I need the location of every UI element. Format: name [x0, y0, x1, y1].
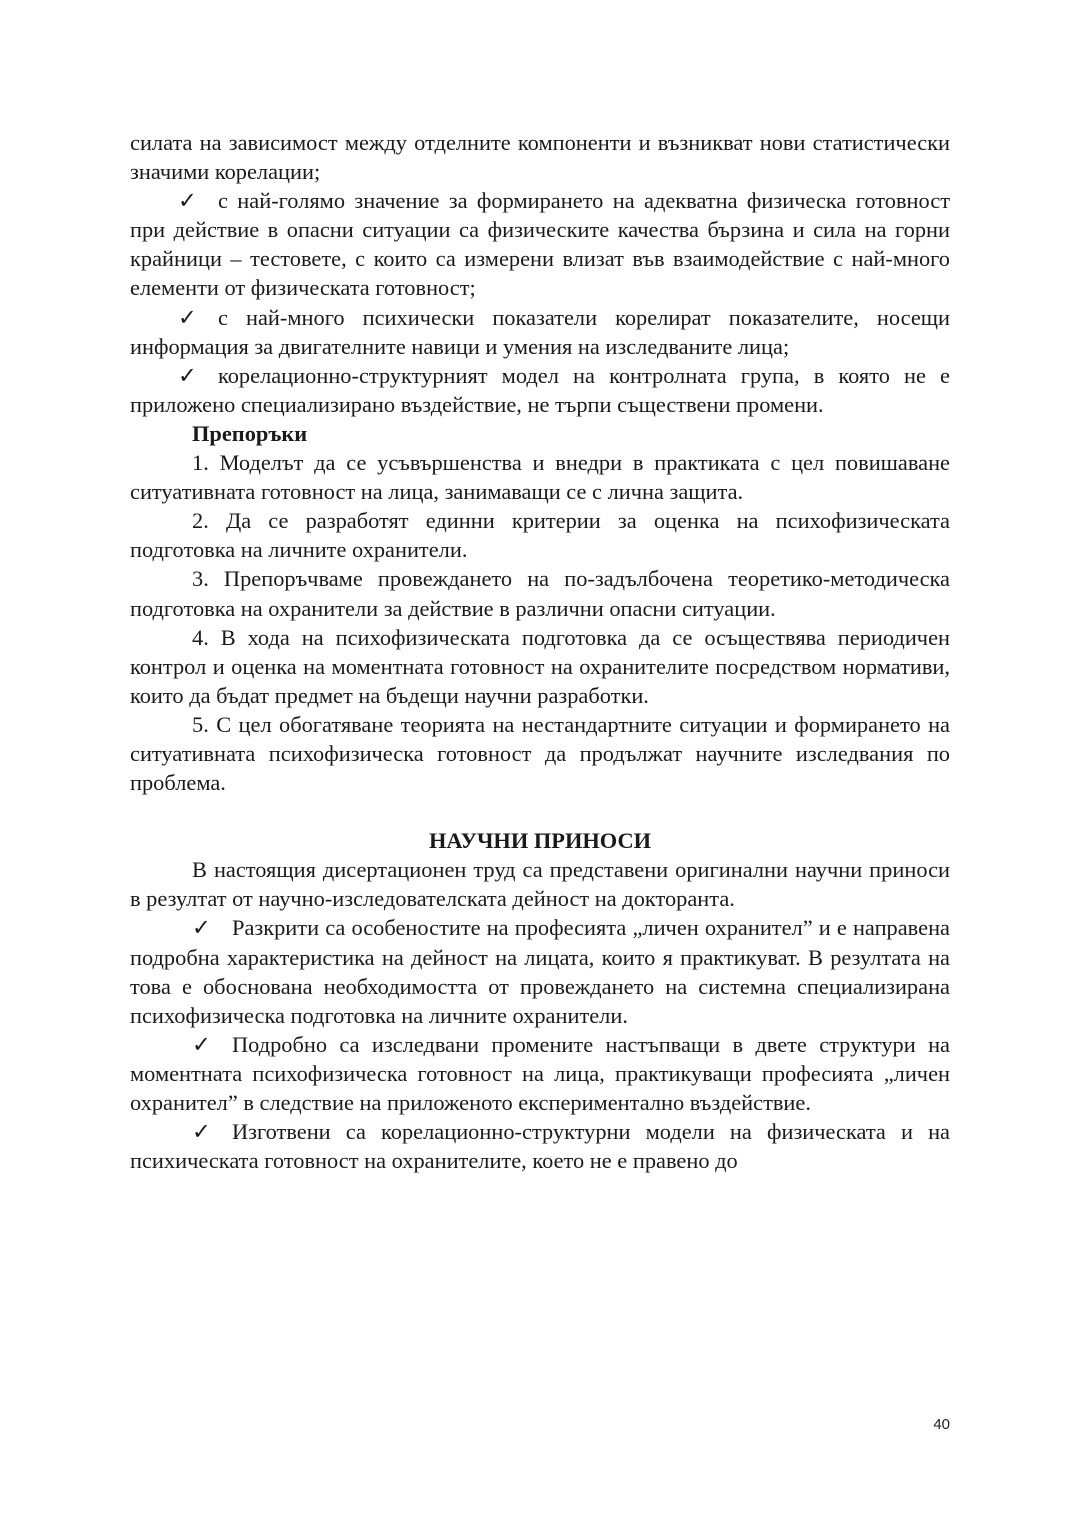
checkmark-icon: ✓	[192, 1031, 211, 1057]
contribution-item-text: Разкрити са особеностите на професията „личен охранител” и е направена подробна характеристика на дейност на лицата, които я практикуват. В резултата на това е обоснована необходимостта от провеждането на системна специализирана психофизическа подготовка на личните охранители.	[130, 915, 950, 1028]
contribution-item	[130, 1030, 950, 1117]
checkmark-icon: ✓	[192, 1119, 211, 1145]
contribution-item-text: Подробно са изследвани промените настъпващи в двете структури на моментната психофизическа готовност на лица, практикуващи професията „личен охранител” в следствие на приложеното експериментално въздействие.	[130, 1031, 950, 1115]
check-item	[130, 361, 950, 419]
recommendation-item: 3. Препоръчваме провеждането на по-задълбочена теоретико-методическа подготовка на охранители за действие в различни опасни ситуации.	[130, 566, 950, 621]
checkmark-icon: ✓	[192, 915, 211, 941]
check-item-text: корелационно-структурният модел на контролната група, в която не е приложено специализирано въздействие, не търпи съществени промени.	[130, 362, 950, 417]
checkmark-icon: ✓	[178, 304, 197, 330]
recommendation-item: 1. Моделът да се усъвършенства и внедри в практиката с цел повишаване ситуативната готовност на лица, занимаващи се с лична защита.	[130, 450, 950, 505]
checkmark-icon: ✓	[178, 188, 197, 214]
recommendations-heading: Препоръки	[192, 420, 308, 446]
check-item-text: с най-много психически показатели корелират показателите, носещи информация за двигателните навици и умения на изследваните лица;	[130, 304, 950, 359]
recommendation-item: 5. С цел обогатяване теорията на нестандартните ситуации и формирането на ситуативната психофизическа готовност да продължат научните изследвания по проблема.	[130, 711, 950, 796]
check-item	[130, 303, 950, 361]
recommendation-item: 2. Да се разработят единни критерии за оценка на психофизическата подготовка на личните охранители.	[130, 508, 950, 563]
contributions-heading: НАУЧНИ ПРИНОСИ	[428, 828, 652, 854]
check-item	[130, 186, 950, 302]
checkmark-icon: ✓	[178, 362, 197, 388]
contribution-item-text: Изготвени са корелационно-структурни модели на физическата и на психическата готовност на охранителите, което не е правено до	[130, 1119, 950, 1174]
contributions-intro: В настоящия дисертационен труд са представени оригинални научни приноси в резултат от научно-изследователската дейност на докторанта.	[130, 857, 950, 912]
page-number: 40	[933, 1416, 950, 1433]
recommendation-item: 4. В хода на психофизическата подготовка да се осъществява периодичен контрол и оценка на моментната готовност на охранителите посредством нормативи, които да бъдат предмет на бъдещи научни разработки.	[130, 624, 950, 708]
check-item-text: с най-голямо значение за формирането на адекватна физическа готовност при действие в опасни ситуации са физическите качества бързина и сила на горни крайници – тестовете, с които са измерени влизат във взаимодействие с най-много елементи от физическата готовност;	[130, 188, 950, 301]
paragraph-continuation: силата на зависимост между отделните компоненти и възникват нови статистически значими корелации;	[130, 130, 950, 185]
contribution-item	[130, 1117, 950, 1175]
contribution-item	[130, 913, 950, 1029]
document-body	[130, 128, 950, 1175]
